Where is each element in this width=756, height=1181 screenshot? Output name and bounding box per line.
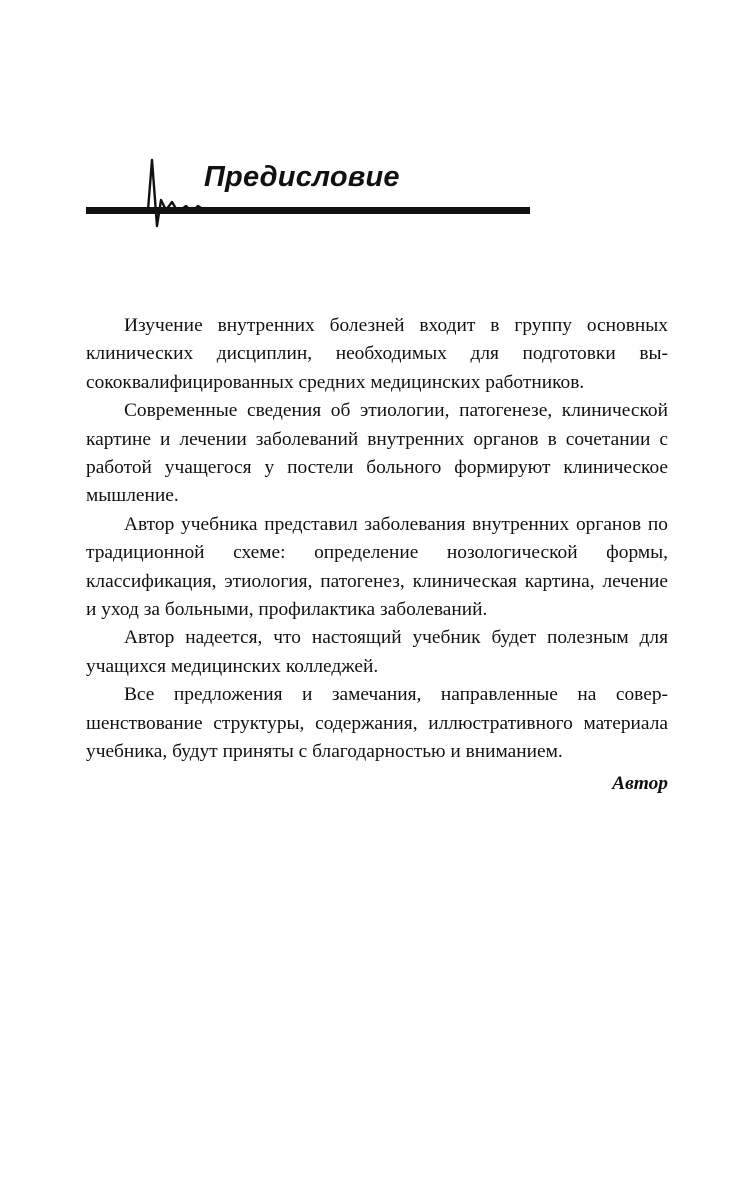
ecg-heartbeat-icon [0,140,756,250]
paragraph-2: Современные сведения об этиологии, патогенезе, клинической картине и лечении заболеваний внутренних органов в сочетании с работой учащегося у постели больного формируют клиническое мышление. [86,400,668,507]
chapter-heading [0,140,756,250]
heading-rule [86,207,530,214]
page-title: Предисловие [204,161,400,193]
paragraph-3: Автор учебника представил заболевания внутренних органов по традиционной схеме: определение нозологической формы, классификация, этиология, патогенез, клиническая картина, лечение и уход за больными, профилактика заболеваний. [86,513,668,621]
heartbeat-trace [130,160,204,226]
author-signature: Автор [612,772,668,794]
paragraph-5: Все предложения и замечания, направленные на совершенствование структуры, содержания, иллюстративного материала учебника, будут приняты с благодарностью и вниманием. [86,684,668,763]
paragraph-4: Автор надеется, что настоящий учебник будет полезным для учащихся медицинских колледжей. [86,627,668,677]
preface-body [86,312,668,797]
paragraph-1: Изучение внутренних болезней входит в группу основных клинических дисциплин, необходимых для подготовки высококвалифицированных средних медицинских работников. [86,315,668,393]
